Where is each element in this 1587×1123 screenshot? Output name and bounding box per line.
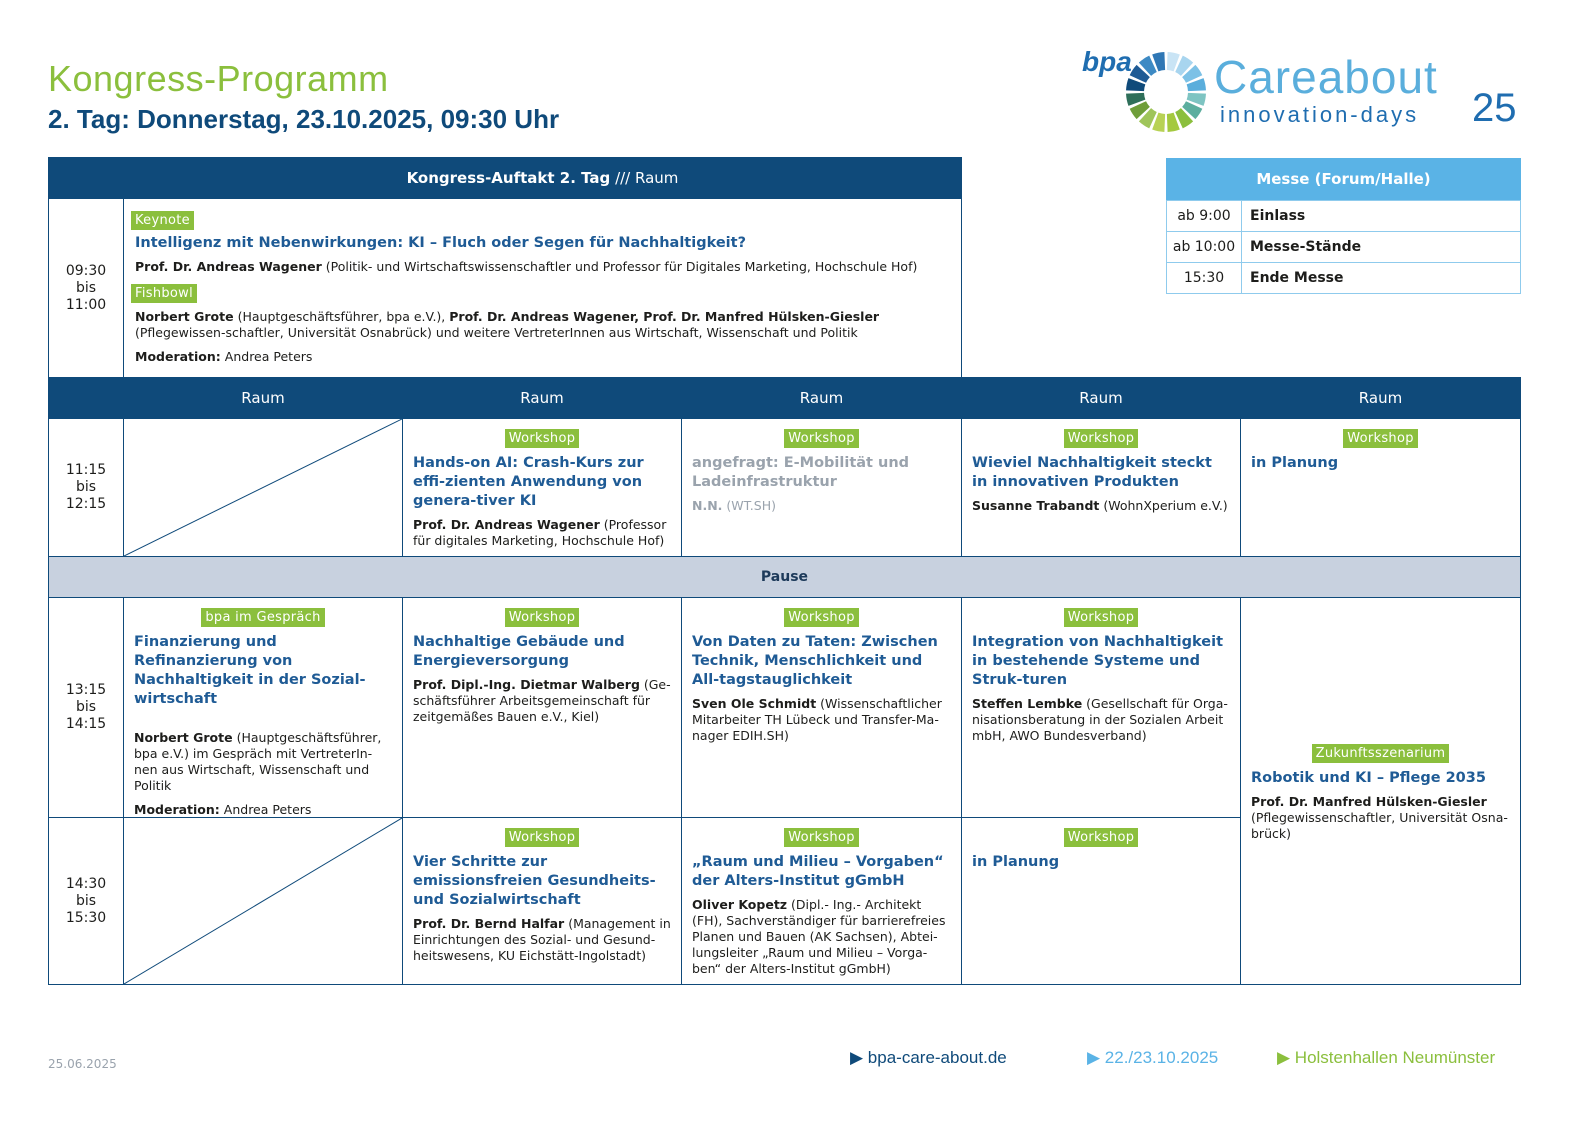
workshop-badge: Workshop — [505, 429, 580, 448]
session-title: Vier Schritte zur emissionsfreien Gesundheits- und Sozialwirtschaft — [413, 854, 656, 908]
careabout-logo — [1082, 46, 1542, 138]
session-title: Von Daten zu Taten: Zwischen Technik, Menschlichkeit und All-tagstauglichkeit — [692, 634, 938, 688]
logo-year: 25 — [1472, 86, 1517, 130]
play-arrow-icon: ▶ — [1087, 1048, 1105, 1067]
diagonal-line — [124, 419, 402, 556]
zukunft-badge: Zukunftsszenarium — [1312, 744, 1450, 763]
page-title: Kongress-Programm — [48, 58, 389, 99]
gespraech-badge: bpa im Gespräch — [201, 608, 324, 627]
opening-time — [48, 198, 124, 378]
room-header: Raum — [961, 377, 1241, 419]
session-speaker: N.N. (WT.SH) — [692, 498, 776, 513]
workshop-badge: Workshop — [1343, 429, 1418, 448]
session-speaker: Prof. Dr. Bernd Halfar (Management in Einrichtungen des Sozial- und Gesund-heitswesens, KU Eichstätt-Ingolstadt) — [413, 916, 671, 963]
footer-website[interactable] — [850, 1048, 1007, 1068]
opening-header-title: Kongress-Auftakt 2. Tag — [406, 169, 611, 187]
session-speaker: Sven Ole Schmidt (Wissenschaftlicher Mitarbeiter TH Lübeck und Transfer-Ma-nager EDIH.SH) — [692, 696, 942, 743]
keynote-speaker: Prof. Dr. Andreas Wagener (Politik- und Wirtschaftswissenschaftler und Professor für Digitales Marketing, Hochschule Hof) — [135, 259, 918, 274]
room-time-header — [48, 377, 124, 419]
session-in-planung-2 — [961, 817, 1241, 985]
empty-slot — [123, 418, 403, 557]
session-speaker: Prof. Dr. Manfred Hülsken-Giesler (Pflegewissenschaftler, Universität Osna-brück) — [1251, 794, 1508, 841]
session-moderation: Moderation: Andrea Peters — [134, 802, 312, 817]
pause-row: Pause — [48, 556, 1521, 598]
time-end: 11:00 — [65, 296, 107, 313]
messe-label: Ende Messe — [1241, 262, 1521, 294]
session-speaker: Susanne Trabandt (WohnXperium e.V.) — [972, 498, 1228, 513]
session-title: angefragt: E-Mobilität und Ladeinfrastruktur — [692, 455, 910, 490]
footer-date: 25.06.2025 — [48, 1057, 117, 1071]
messe-label: Einlass — [1241, 200, 1521, 232]
footer-event-date — [1087, 1048, 1218, 1068]
session-hands-on-ai — [402, 418, 682, 557]
messe-time: ab 10:00 — [1166, 231, 1242, 263]
footer-website-text: bpa-care-about.de — [867, 1048, 1007, 1067]
session-title: in Planung — [1251, 455, 1339, 471]
session-speaker: Oliver Kopetz (Dipl.- Ing.- Architekt (FH), Sachverständiger für barrierefreies Planen und Bauen (AK Sachsen), Abtei-lungsleiter „Raum und Milieu – Vorga-ben“ der Alters-Institut gGmbH) — [692, 897, 946, 976]
session-nachhaltigkeit-produkte — [961, 418, 1241, 557]
session-speaker: Prof. Dipl.-Ing. Dietmar Walberg (Ge-schäftsführer Arbeitsgemeinschaft für zeitgemäßes Bauen e.V., Kiel) — [413, 677, 671, 724]
session-robotik — [1240, 597, 1521, 985]
fishbowl-moderation: Moderation: Andrea Peters — [135, 349, 313, 364]
workshop-badge: Workshop — [784, 828, 859, 847]
session-e-mobilitaet — [681, 418, 962, 557]
workshop-badge: Workshop — [784, 608, 859, 627]
workshop-badge: Workshop — [1064, 429, 1139, 448]
workshop-badge: Workshop — [1064, 608, 1139, 627]
diagonal-line — [124, 818, 402, 984]
slot3-time: 14:30 bis 15:30 — [48, 817, 124, 985]
room-header: Raum — [123, 377, 403, 419]
opening-time-header — [48, 157, 124, 199]
session-title: Robotik und KI – Pflege 2035 — [1251, 770, 1486, 786]
room-header: Raum — [681, 377, 962, 419]
time-start: 09:30 — [65, 262, 107, 279]
play-arrow-icon: ▶ — [1277, 1048, 1295, 1067]
slot2-time: 13:15 bis 14:15 — [48, 597, 124, 818]
messe-time: 15:30 — [1166, 262, 1242, 294]
keynote-badge: Keynote — [131, 211, 194, 230]
session-in-planung — [1240, 418, 1521, 557]
play-arrow-icon: ▶ — [850, 1048, 868, 1067]
fishbowl-participants: Norbert Grote (Hauptgeschäftsführer, bpa e.V.), Prof. Dr. Andreas Wagener, Prof. Dr. Manfred Hülsken-Giesler (Pflegewissen-schaftler, Universität Osnabrück) und weitere VertreterInnen aus Wirtschaft, Wissenschaft und Politik — [135, 309, 880, 340]
session-integration — [961, 597, 1241, 818]
keynote-title: Intelligenz mit Nebenwirkungen: KI – Fluch oder Segen für Nachhaltigkeit? — [135, 235, 746, 251]
page-subtitle: 2. Tag: Donnerstag, 23.10.2025, 09:30 Uhr — [48, 104, 560, 134]
session-title: „Raum und Milieu – Vorgaben“ der Alters-Institut gGmbH — [692, 854, 944, 889]
session-raum-milieu — [681, 817, 962, 985]
session-speaker: Prof. Dr. Andreas Wagener (Professor für digitales Marketing, Hochschule Hof) — [413, 517, 667, 548]
logo-careabout: Careabout — [1214, 51, 1438, 103]
empty-slot — [123, 817, 403, 985]
workshop-badge: Workshop — [1064, 828, 1139, 847]
fishbowl-badge: Fishbowl — [131, 284, 197, 303]
session-title: Hands-on AI: Crash-Kurs zur effi-zienten Anwendung von genera-tiver KI — [413, 455, 644, 509]
session-daten-zu-taten — [681, 597, 962, 818]
messe-time: ab 9:00 — [1166, 200, 1242, 232]
session-title: Wieviel Nachhaltigkeit steckt in innovativen Produkten — [972, 455, 1212, 490]
session-title: Nachhaltige Gebäude und Energieversorgung — [413, 634, 625, 669]
bpa-logo-text: bpa — [1082, 46, 1132, 77]
session-gebaeude — [402, 597, 682, 818]
messe-header: Messe (Forum/Halle) — [1166, 158, 1521, 200]
ring-icon — [1122, 48, 1210, 136]
session-vier-schritte — [402, 817, 682, 985]
opening-session — [123, 198, 962, 378]
messe-label: Messe-Stände — [1241, 231, 1521, 263]
workshop-badge: Workshop — [505, 608, 580, 627]
session-speaker: Norbert Grote (Hauptgeschäftsführer, bpa e.V.) im Gespräch mit VertreterIn-nen aus Wirtschaft, Wissenschaft und Politik — [134, 730, 382, 793]
logo-innovation-days: innovation-days — [1220, 102, 1420, 127]
room-header: Raum — [402, 377, 682, 419]
footer-venue — [1277, 1048, 1495, 1068]
session-title: Integration von Nachhaltigkeit in bestehende Systeme und Struk-turen — [972, 634, 1224, 688]
workshop-badge: Workshop — [505, 828, 580, 847]
room-header: Raum — [1240, 377, 1521, 419]
footer-event-date-text: 22./23.10.2025 — [1104, 1048, 1219, 1067]
opening-header — [123, 157, 962, 199]
footer-venue-text: Holstenhallen Neumünster — [1294, 1048, 1496, 1067]
slot1-time: 11:15 bis 12:15 — [48, 418, 124, 557]
session-title: in Planung — [972, 854, 1060, 870]
session-finanzierung — [123, 597, 403, 818]
opening-header-room: /// Raum — [615, 169, 679, 187]
session-speaker: Steffen Lembke (Gesellschaft für Orga-nisationsberatung in der Sozialen Arbeit mbH, AWO Bundesverband) — [972, 696, 1228, 743]
session-title: Finanzierung und Refinanzierung von Nachhaltigkeit in der Sozial-wirtschaft — [134, 634, 366, 707]
workshop-badge: Workshop — [784, 429, 859, 448]
time-bis: bis — [75, 279, 97, 296]
